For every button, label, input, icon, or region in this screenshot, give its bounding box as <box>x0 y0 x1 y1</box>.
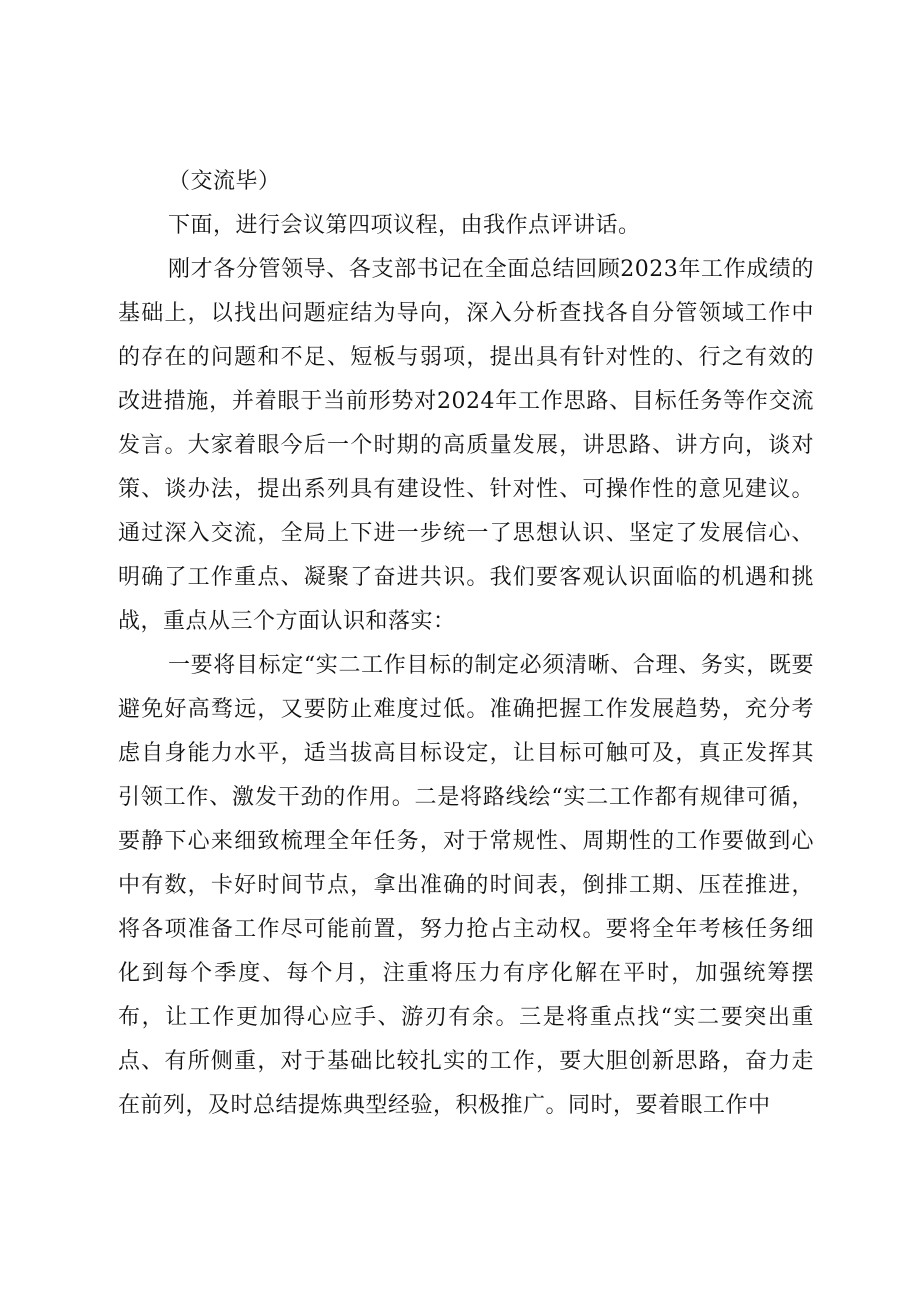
paragraph-summary: 刚才各分管领导、各支部书记在全面总结回顾2023年工作成绩的基础上，以找出问题症结为导向，深入分析查找各自分管领域工作中的存在的问题和不足、短板与弱项，提出具有针对性的、行之有效的改进措施，并着眼于当前形势对2024年工作思路、目标任务等作交流发言。大家着眼今后一个时期的高质量发展，讲思路、讲方向，谈对策、谈办法，提出系列具有建设性、针对性、可操作性的意见建议。通过深入交流，全局上下进一步统一了思想认识、坚定了发展信心、明确了工作重点、凝聚了奋进共识。我们要客观认识面临的机遇和挑战，重点从三个方面认识和落实： <box>118 257 814 634</box>
paragraph-exchange-end: （交流毕） <box>168 169 281 194</box>
paragraph-three-aspects: 一要将目标定“实二工作目标的制定必须清晰、合理、务实，既要避免好高骛远，又要防止难度过低。准确把握工作发展趋势，充分考虑自身能力水平，适当拔高目标设定，让目标可触可及，真正发挥其引领工作、激发干劲的作用。二是将路线绘“实二工作都有规律可循，要静下心来细致梳理全年任务，对于常规性、周期性的工作要做到心中有数，卡好时间节点，拿出准确的时间表，倒排工期、压茬推进，将各项准备工作尽可能前置，努力抢占主动权。要将全年考核任务细化到每个季度、每个月，注重将压力有序化解在平时，加强统筹摆布，让工作更加得心应手、游刃有余。三是将重点找“实二要突出重点、有所侧重，对于基础比较扎实的工作，要大胆创新思路，奋力走在前列，及时总结提炼典型经验，积极推广。同时，要着眼工作中 <box>118 653 814 1118</box>
paragraph-agenda-item: 下面，进行会议第四项议程，由我作点评讲话。 <box>168 213 641 238</box>
document-body <box>118 160 814 1128</box>
